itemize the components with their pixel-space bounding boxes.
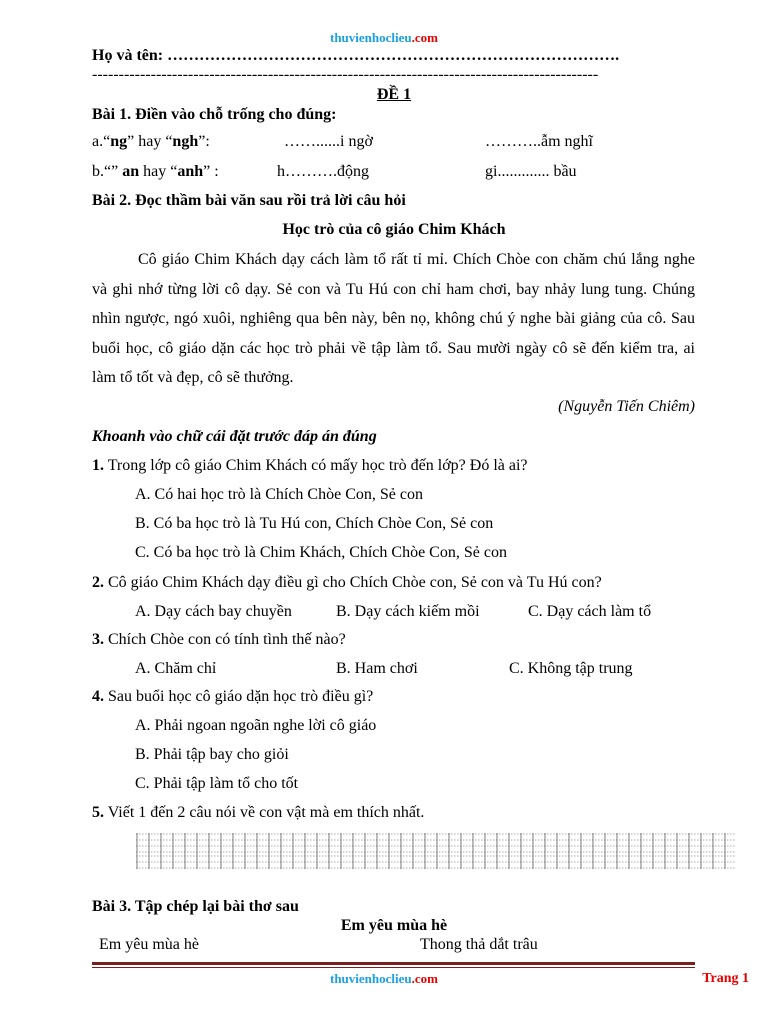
question-text: Viết 1 đến 2 câu nói về con vật mà em thích nhất. <box>104 804 425 821</box>
brand-name: thuvienhoclieu <box>330 30 412 45</box>
instruction: Khoanh vào chữ cái đặt trước đáp án đúng <box>92 428 377 445</box>
q1-option-a[interactable]: A. Có hai học trò là Chích Chòe Con, Sẻ con <box>135 486 423 503</box>
question-number: 3. <box>92 631 104 648</box>
q2-option-b[interactable]: B. Dạy cách kiếm mồi <box>336 603 480 620</box>
q2-option-a[interactable]: A. Dạy cách bay chuyền <box>135 603 292 620</box>
question-number: 4. <box>92 688 104 705</box>
question-2 <box>92 573 602 593</box>
q4-option-c[interactable]: C. Phải tập làm tổ cho tốt <box>135 775 299 792</box>
q1-option-c[interactable]: C. Có ba học trò là Chim Khách, Chích Chòe Con, Sẻ con <box>135 544 507 561</box>
site-brand-footer <box>0 969 768 989</box>
row-b-blank-2: gi............. bầu <box>485 163 577 180</box>
poem-title: Em yêu mùa hè <box>340 917 448 934</box>
bai2-heading: Bài 2. Đọc thầm bài văn sau rồi trả lời câu hỏi <box>92 192 406 209</box>
q3-option-a[interactable]: A. Chăm chỉ <box>135 660 217 677</box>
question-4 <box>92 687 373 707</box>
page-number: Trang 1 <box>702 971 749 986</box>
story-author: (Nguyễn Tiến Chiêm) <box>558 398 695 415</box>
question-1 <box>92 456 528 476</box>
footer-brand-name: thuvienhoclieu <box>330 971 412 986</box>
exam-title: ĐỀ 1 <box>376 86 412 103</box>
question-5 <box>92 803 424 823</box>
footer-brand-domain: .com <box>411 971 438 986</box>
row-a-ng: ng <box>110 133 128 150</box>
row-a-ngh: ngh <box>172 133 199 150</box>
story-paragraph: Cô giáo Chim Khách dạy cách làm tổ rất tỉ mỉ. Chích Chòe con chăm chú lắng nghe và ghi nhớ từng lời cô dạy. Sẻ con và Tu Hú con chỉ ham chơi, bay nhảy lung tung. Chúng nhìn ngược, ngó xuôi, nghiêng qua bên này, bên nọ, không chú ý nghe bài giảng của cô. Sau buổi học, cô giáo dặn các học trò phải về tập làm tổ. Sau mười ngày cô sẽ đến kiểm tra, ai làm tổ tốt và đẹp, cô sẽ thưởng. <box>92 251 695 386</box>
bai1-row-b <box>92 162 219 182</box>
q4-option-a[interactable]: A. Phải ngoan ngoãn nghe lời cô giáo <box>135 717 377 734</box>
row-a-blank-1: ……......i ngờ <box>284 133 373 150</box>
question-number: 2. <box>92 574 104 591</box>
poem-line-left: Em yêu mùa hè <box>99 936 199 953</box>
footer-rule-thin <box>92 967 695 968</box>
question-3 <box>92 630 346 650</box>
row-b-anh: anh <box>177 163 204 180</box>
row-a-mid: ” hay “ <box>127 133 173 150</box>
q2-option-c[interactable]: C. Dạy cách làm tổ <box>528 603 652 620</box>
bai1-row-a <box>92 132 210 152</box>
poem-line-right: Thong thả dắt trâu <box>420 936 538 953</box>
writing-grid[interactable] <box>136 833 736 869</box>
question-text: Chích Chòe con có tính tình thế nào? <box>104 631 346 648</box>
bai1-heading: Bài 1. Điền vào chỗ trống cho đúng: <box>92 106 337 123</box>
brand-domain: .com <box>411 30 438 45</box>
row-b-blank-1: h……….động <box>277 163 369 180</box>
row-b-suffix: ” : <box>203 163 219 180</box>
question-text: Cô giáo Chim Khách dạy điều gì cho Chích Chòe con, Sẻ con và Tu Hú con? <box>104 574 602 591</box>
row-b-mid: hay “ <box>139 163 178 180</box>
site-brand-header <box>0 28 768 48</box>
row-a-prefix: a.“ <box>92 133 111 150</box>
q3-option-c[interactable]: C. Không tập trung <box>509 660 633 677</box>
grid-vertical-lines <box>137 833 725 869</box>
student-name-line: Họ và tên: …………………………………………………………………………. <box>92 47 620 64</box>
story-title: Học trò của cô giáo Chim Khách <box>282 221 506 238</box>
q4-option-b[interactable]: B. Phải tập bay cho giỏi <box>135 746 289 763</box>
bai3-heading: Bài 3. Tập chép lại bài thơ sau <box>92 898 299 915</box>
row-b-an: an <box>122 163 140 180</box>
q3-option-b[interactable]: B. Ham chơi <box>336 660 418 677</box>
q1-option-b[interactable]: B. Có ba học trò là Tu Hú con, Chích Chòe Con, Sẻ con <box>135 515 494 532</box>
footer-rule-thick <box>92 962 695 965</box>
row-b-prefix: b.“” <box>92 163 123 180</box>
question-number: 1. <box>92 457 104 474</box>
question-number: 5. <box>92 804 104 821</box>
dashed-divider: ----------------------------------------------------------------------------------------------- <box>92 66 599 83</box>
grid-horizontal-lines <box>136 834 736 868</box>
row-a-blank-2: ………..ẫm nghĩ <box>485 133 593 150</box>
question-text: Sau buổi học cô giáo dặn học trò điều gì? <box>104 688 374 705</box>
question-text: Trong lớp cô giáo Chim Khách có mấy học trò đến lớp? Đó là ai? <box>104 457 528 474</box>
row-a-suffix: ”: <box>198 133 210 150</box>
